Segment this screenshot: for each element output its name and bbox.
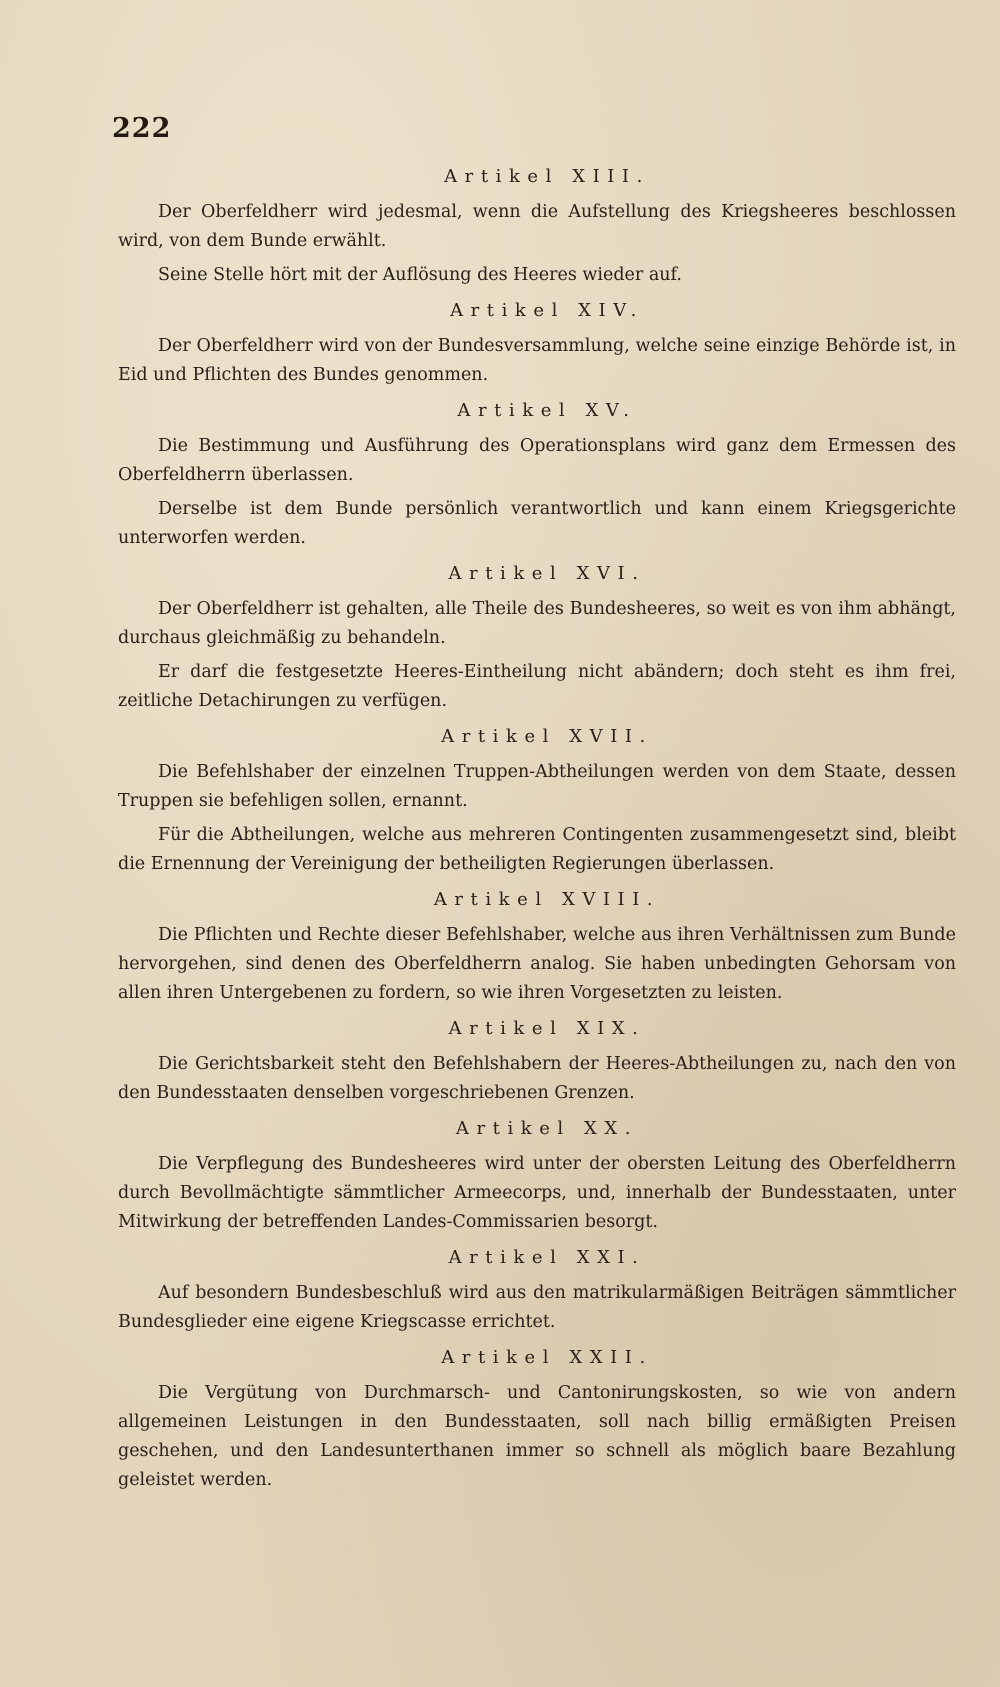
article-paragraph: Seine Stelle hört mit der Auflösung des Heeres wieder auf. xyxy=(158,265,682,285)
article-paragraph: Der Oberfeldherr wird von der Bundesversammlung, welche seine einzige Behörde ist, in Eid und Pflichten des Bundes genommen. xyxy=(118,336,956,385)
article-heading: Artikel XV. xyxy=(457,400,637,421)
article-paragraph: Die Gerichtsbarkeit steht den Befehlshabern der Heeres-Abtheilungen zu, nach den von den Bundesstaaten denselben vorgeschriebenen Grenzen. xyxy=(118,1054,956,1103)
article-paragraph: Auf besondern Bundesbeschluß wird aus den matrikularmäßigen Beiträgen sämmtlicher Bundesglieder eine eigene Kriegscasse errichtet. xyxy=(118,1283,956,1332)
article-heading: Artikel XX. xyxy=(455,1118,639,1139)
article-heading: Artikel XIV. xyxy=(450,300,644,321)
article-paragraph: Die Bestimmung und Ausführung des Operationsplans wird ganz dem Ermessen des Oberfeldherrn überlassen. xyxy=(118,436,956,485)
article-heading: Artikel XIII. xyxy=(444,166,650,187)
article-paragraph: Derselbe ist dem Bunde persönlich verantwortlich und kann einem Kriegsgerichte unterworfen werden. xyxy=(118,499,956,548)
page-number: 222 xyxy=(112,113,172,144)
article-paragraph: Der Oberfeldherr wird jedesmal, wenn die Aufstellung des Kriegsheeres beschlossen wird, von dem Bunde erwählt. xyxy=(118,202,956,251)
article-paragraph: Der Oberfeldherr ist gehalten, alle Theile des Bundesheeres, so weit es von ihm abhängt, durchaus gleichmäßig zu behandeln. xyxy=(118,599,956,648)
article-heading: Artikel XXI. xyxy=(448,1247,646,1268)
article-heading: Artikel XVII. xyxy=(441,726,653,747)
article-heading: Artikel XIX. xyxy=(448,1018,646,1039)
article-paragraph: Für die Abtheilungen, welche aus mehreren Contingenten zusammengesetzt sind, bleibt die Ernennung der Vereinigung der betheiligten Regierungen überlassen. xyxy=(118,825,956,874)
article-paragraph: Die Vergütung von Durchmarsch- und Cantonirungskosten, so wie von andern allgemeinen Leistungen in den Bundesstaaten, soll nach billig ermäßigten Preisen geschehen, und den Landesunterthanen immer so schnell als möglich baare Bezahlung geleistet werden. xyxy=(118,1383,956,1490)
article-heading: Artikel XXII. xyxy=(441,1347,653,1368)
page-body xyxy=(118,156,956,1500)
article-heading: Artikel XVI. xyxy=(448,563,646,584)
article-paragraph: Die Verpflegung des Bundesheeres wird unter der obersten Leitung des Oberfeldherrn durch Bevollmächtigte sämmtlicher Armeecorps, und, innerhalb der Bundesstaaten, unter Mitwirkung der betreffenden Landes-Commissarien besorgt. xyxy=(118,1154,956,1232)
article-heading: Artikel XVIII. xyxy=(433,889,661,910)
article-paragraph: Die Befehlshaber der einzelnen Truppen-Abtheilungen werden von dem Staate, dessen Truppen sie befehligen sollen, ernannt. xyxy=(118,762,956,811)
article-paragraph: Die Pflichten und Rechte dieser Befehlshaber, welche aus ihren Verhältnissen zum Bunde hervorgehen, sind denen des Oberfeldherrn analog. Sie haben unbedingten Gehorsam von allen ihren Untergebenen zu fordern, so wie ihren Vorgesetzten zu leisten. xyxy=(118,925,956,1003)
article-paragraph: Er darf die festgesetzte Heeres-Eintheilung nicht abändern; doch steht es ihm frei, zeitliche Detachirungen zu verfügen. xyxy=(118,662,956,711)
